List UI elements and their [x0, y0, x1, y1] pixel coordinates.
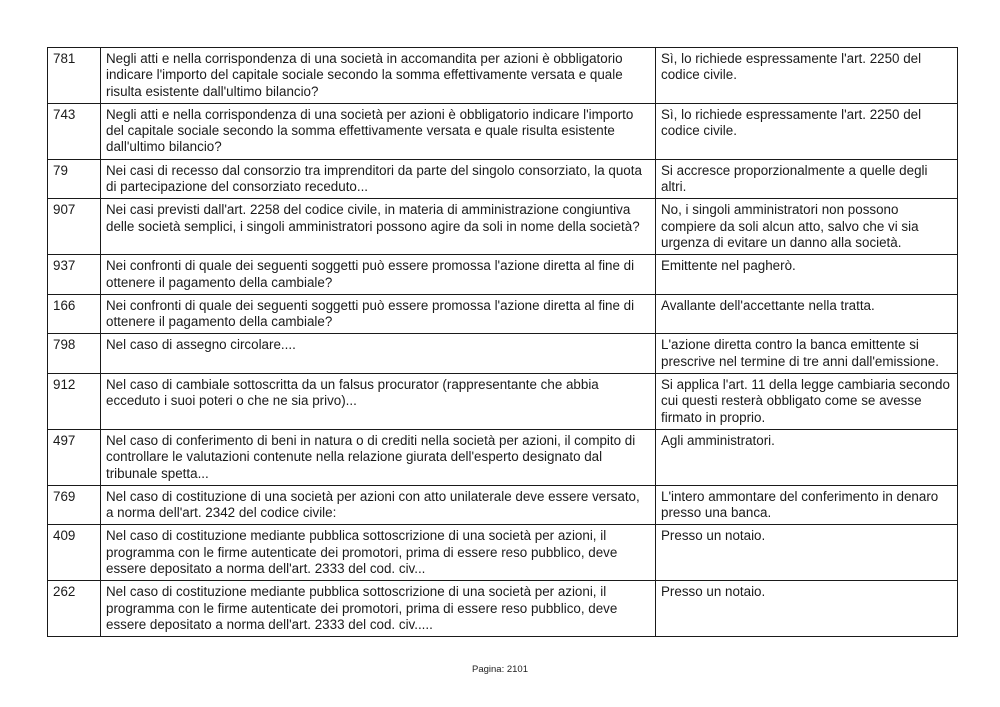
question-number: 937 [48, 255, 101, 295]
question-number: 769 [48, 485, 101, 525]
table-row [48, 199, 958, 255]
question-text: Nel caso di costituzione mediante pubblica sottoscrizione di una società per azioni, il programma con le firme autenticate dei promotori, prima di essere reso pubblico, deve essere depositato a norma dell'art. 2333 del cod. civ... [101, 525, 656, 581]
table-row [48, 525, 958, 581]
question-number: 166 [48, 294, 101, 334]
question-text: Nel caso di costituzione mediante pubblica sottoscrizione di una società per azioni, il programma con le firme autenticate dei promotori, prima di essere reso pubblico, deve essere depositato a norma dell'art. 2333 del cod. civ..... [101, 581, 656, 637]
table-row [48, 159, 958, 199]
question-answer-table [47, 47, 958, 637]
question-number: 781 [48, 48, 101, 104]
table-row [48, 581, 958, 637]
answer-text: L'azione diretta contro la banca emittente si prescrive nel termine di tre anni dall'emissione. [656, 334, 958, 374]
answer-text: Agli amministratori. [656, 429, 958, 485]
question-text: Nel caso di conferimento di beni in natura o di crediti nella società per azioni, il compito di controllare le valutazioni contenute nella relazione giurata dell'esperto designato dal tribunale spetta... [101, 429, 656, 485]
page-number: Pagina: 2101 [472, 664, 528, 675]
table-row [48, 374, 958, 430]
question-number: 907 [48, 199, 101, 255]
answer-text: Si applica l'art. 11 della legge cambiaria secondo cui questi resterà obbligato come se avesse firmato in proprio. [656, 374, 958, 430]
table-body [48, 48, 958, 637]
answer-text: Sì, lo richiede espressamente l'art. 2250 del codice civile. [656, 103, 958, 159]
question-text: Nel caso di assegno circolare.... [101, 334, 656, 374]
question-number: 409 [48, 525, 101, 581]
answer-text: No, i singoli amministratori non possono compiere da soli alcun atto, salvo che vi sia urgenza di evitare un danno alla società. [656, 199, 958, 255]
answer-text: Sì, lo richiede espressamente l'art. 2250 del codice civile. [656, 48, 958, 104]
table-row [48, 429, 958, 485]
table-row [48, 48, 958, 104]
question-text: Negli atti e nella corrispondenza di una società in accomandita per azioni è obbligatorio indicare l'importo del capitale sociale secondo la somma effettivamente versata e quale risulta esistente dall'ultimo bilancio? [101, 48, 656, 104]
question-number: 497 [48, 429, 101, 485]
answer-text: Si accresce proporzionalmente a quelle degli altri. [656, 159, 958, 199]
question-text: Nei confronti di quale dei seguenti soggetti può essere promossa l'azione diretta al fine di ottenere il pagamento della cambiale? [101, 255, 656, 295]
question-text: Negli atti e nella corrispondenza di una società per azioni è obbligatorio indicare l'importo del capitale sociale secondo la somma effettivamente versata e quale risulta esistente dall'ultimo bilancio? [101, 103, 656, 159]
answer-text: Emittente nel pagherò. [656, 255, 958, 295]
answer-text: Avallante dell'accettante nella tratta. [656, 294, 958, 334]
question-text: Nei casi previsti dall'art. 2258 del codice civile, in materia di amministrazione congiuntiva delle società semplici, i singoli amministratori possono agire da soli in nome della società? [101, 199, 656, 255]
question-number: 912 [48, 374, 101, 430]
question-text: Nel caso di cambiale sottoscritta da un falsus procurator (rappresentante che abbia ecceduto i suoi poteri o che ne sia privo)... [101, 374, 656, 430]
question-text: Nei casi di recesso dal consorzio tra imprenditori da parte del singolo consorziato, la quota di partecipazione del consorziato receduto... [101, 159, 656, 199]
question-number: 743 [48, 103, 101, 159]
question-text: Nel caso di costituzione di una società per azioni con atto unilaterale deve essere versato, a norma dell'art. 2342 del codice civile: [101, 485, 656, 525]
answer-text: Presso un notaio. [656, 525, 958, 581]
question-number: 798 [48, 334, 101, 374]
question-number: 262 [48, 581, 101, 637]
question-number: 79 [48, 159, 101, 199]
answer-text: Presso un notaio. [656, 581, 958, 637]
answer-text: L'intero ammontare del conferimento in denaro presso una banca. [656, 485, 958, 525]
question-text: Nei confronti di quale dei seguenti soggetti può essere promossa l'azione diretta al fine di ottenere il pagamento della cambiale? [101, 294, 656, 334]
table-row [48, 294, 958, 334]
table-row [48, 255, 958, 295]
table-row [48, 485, 958, 525]
table-row [48, 103, 958, 159]
table-row [48, 334, 958, 374]
